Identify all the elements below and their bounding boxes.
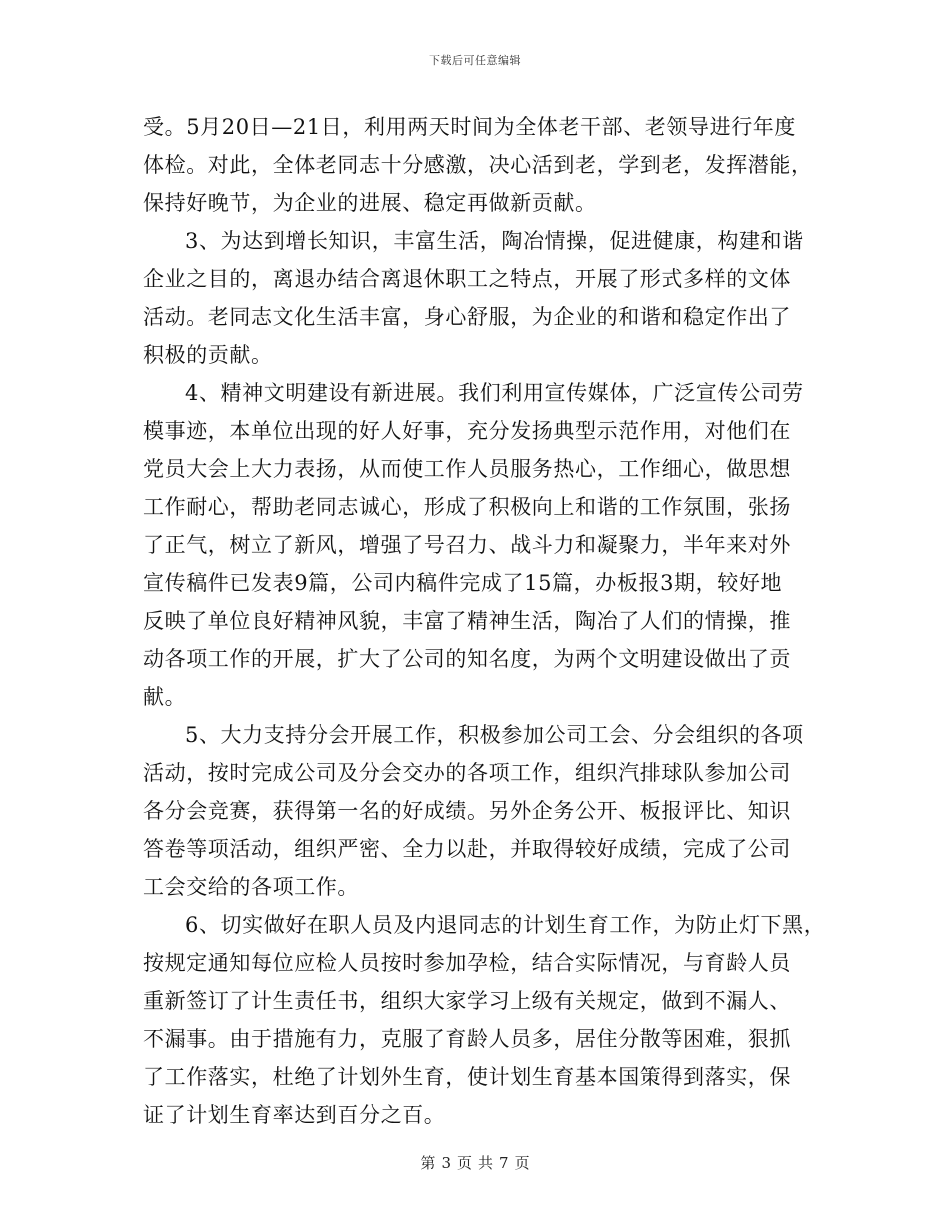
page-label-mid1: 页 [456,1154,472,1172]
text-line: 了正气，树立了新风，增强了号召力、战斗力和凝聚力，半年来对外 [143,533,791,557]
text-line: 活动。老同志文化生活丰富，身心舒服，为企业的和谐和稳定作出了 [143,305,791,329]
text-line: 按规定通知每位应检人员按时参加孕检，结合实际情况，与育龄人员 [143,951,791,975]
text-line: 企业之目的，离退办结合离退休职工之特点，开展了形式多样的文体 [143,267,791,291]
document-body [143,108,826,1134]
text-line: 体检。对此，全体老同志十分感激，决心活到老，学到老，发挥潜能， [143,153,813,177]
text-line: 反映了单位良好精神风貌，丰富了精神生活，陶冶了人们的情操，推 [143,609,791,633]
text-line: 保持好晚节，为企业的进展、稳定再做新贡献。 [143,191,597,215]
text-line: 工作耐心，帮助老同志诚心，形成了积极向上和谐的工作氛围，张扬 [143,495,791,519]
text-line: 党员大会上大力表扬，从而使工作人员服务热心，工作细心，做思想 [143,457,791,481]
paragraph [143,222,823,374]
text-line: 受。5月20日—21日，利用两天时间为全体老干部、老领导进行年度 [143,115,797,139]
paragraph [143,716,823,906]
paragraph [143,108,823,222]
page-label-mid2: 共 [478,1154,494,1172]
page-label-suffix: 页 [514,1154,530,1172]
text-line: 证了计划生育率达到百分之百。 [143,1103,446,1127]
text-line: 活动，按时完成公司及分会交办的各项工作，组织汽排球队参加公司 [143,761,791,785]
paragraph [143,374,823,716]
text-line: 4、精神文明建设有新进展。我们利用宣传媒体，广泛宣传公司劳 [185,381,804,405]
text-line: 宣传稿件已发表9篇，公司内稿件完成了15篇，办板报3期，较好地 [143,571,783,595]
total-pages-number: 7 [499,1154,509,1172]
text-line: 动各项工作的开展，扩大了公司的知名度，为两个文明建设做出了贡 [143,647,791,671]
text-line: 答卷等项活动，组织严密、全力以赴，并取得较好成绩，完成了公司 [143,837,791,861]
paragraph [143,906,826,1134]
text-line: 3、为达到增长知识，丰富生活，陶冶情操，促进健康，构建和谐 [185,229,804,253]
text-line: 重新签订了计生责任书，组织大家学习上级有关规定，做到不漏人、 [143,989,791,1013]
text-line: 献。 [143,685,187,709]
text-line: 工会交给的各项工作。 [143,875,359,899]
page-footer [0,1152,950,1173]
text-line: 6、切实做好在职人员及内退同志的计划生育工作，为防止灯下黑， [185,913,826,937]
text-line: 模事迹，本单位出现的好人好事，充分发扬典型示范作用，对他们在 [143,419,791,443]
page-header: 下载后可任意编辑 [429,54,521,67]
text-line: 5、大力支持分会开展工作，积极参加公司工会、分会组织的各项 [185,723,804,747]
text-line: 不漏事。由于措施有力，克服了育龄人员多，居住分散等困难，狠抓 [143,1027,791,1051]
text-line: 各分会竞赛，获得第一名的好成绩。另外企务公开、板报评比、知识 [143,799,791,823]
text-line: 积极的贡献。 [143,343,273,367]
page-label-prefix: 第 [420,1154,436,1172]
current-page-number: 3 [441,1154,451,1172]
text-line: 了工作落实，杜绝了计划外生育，使计划生育基本国策得到落实，保 [143,1065,791,1089]
